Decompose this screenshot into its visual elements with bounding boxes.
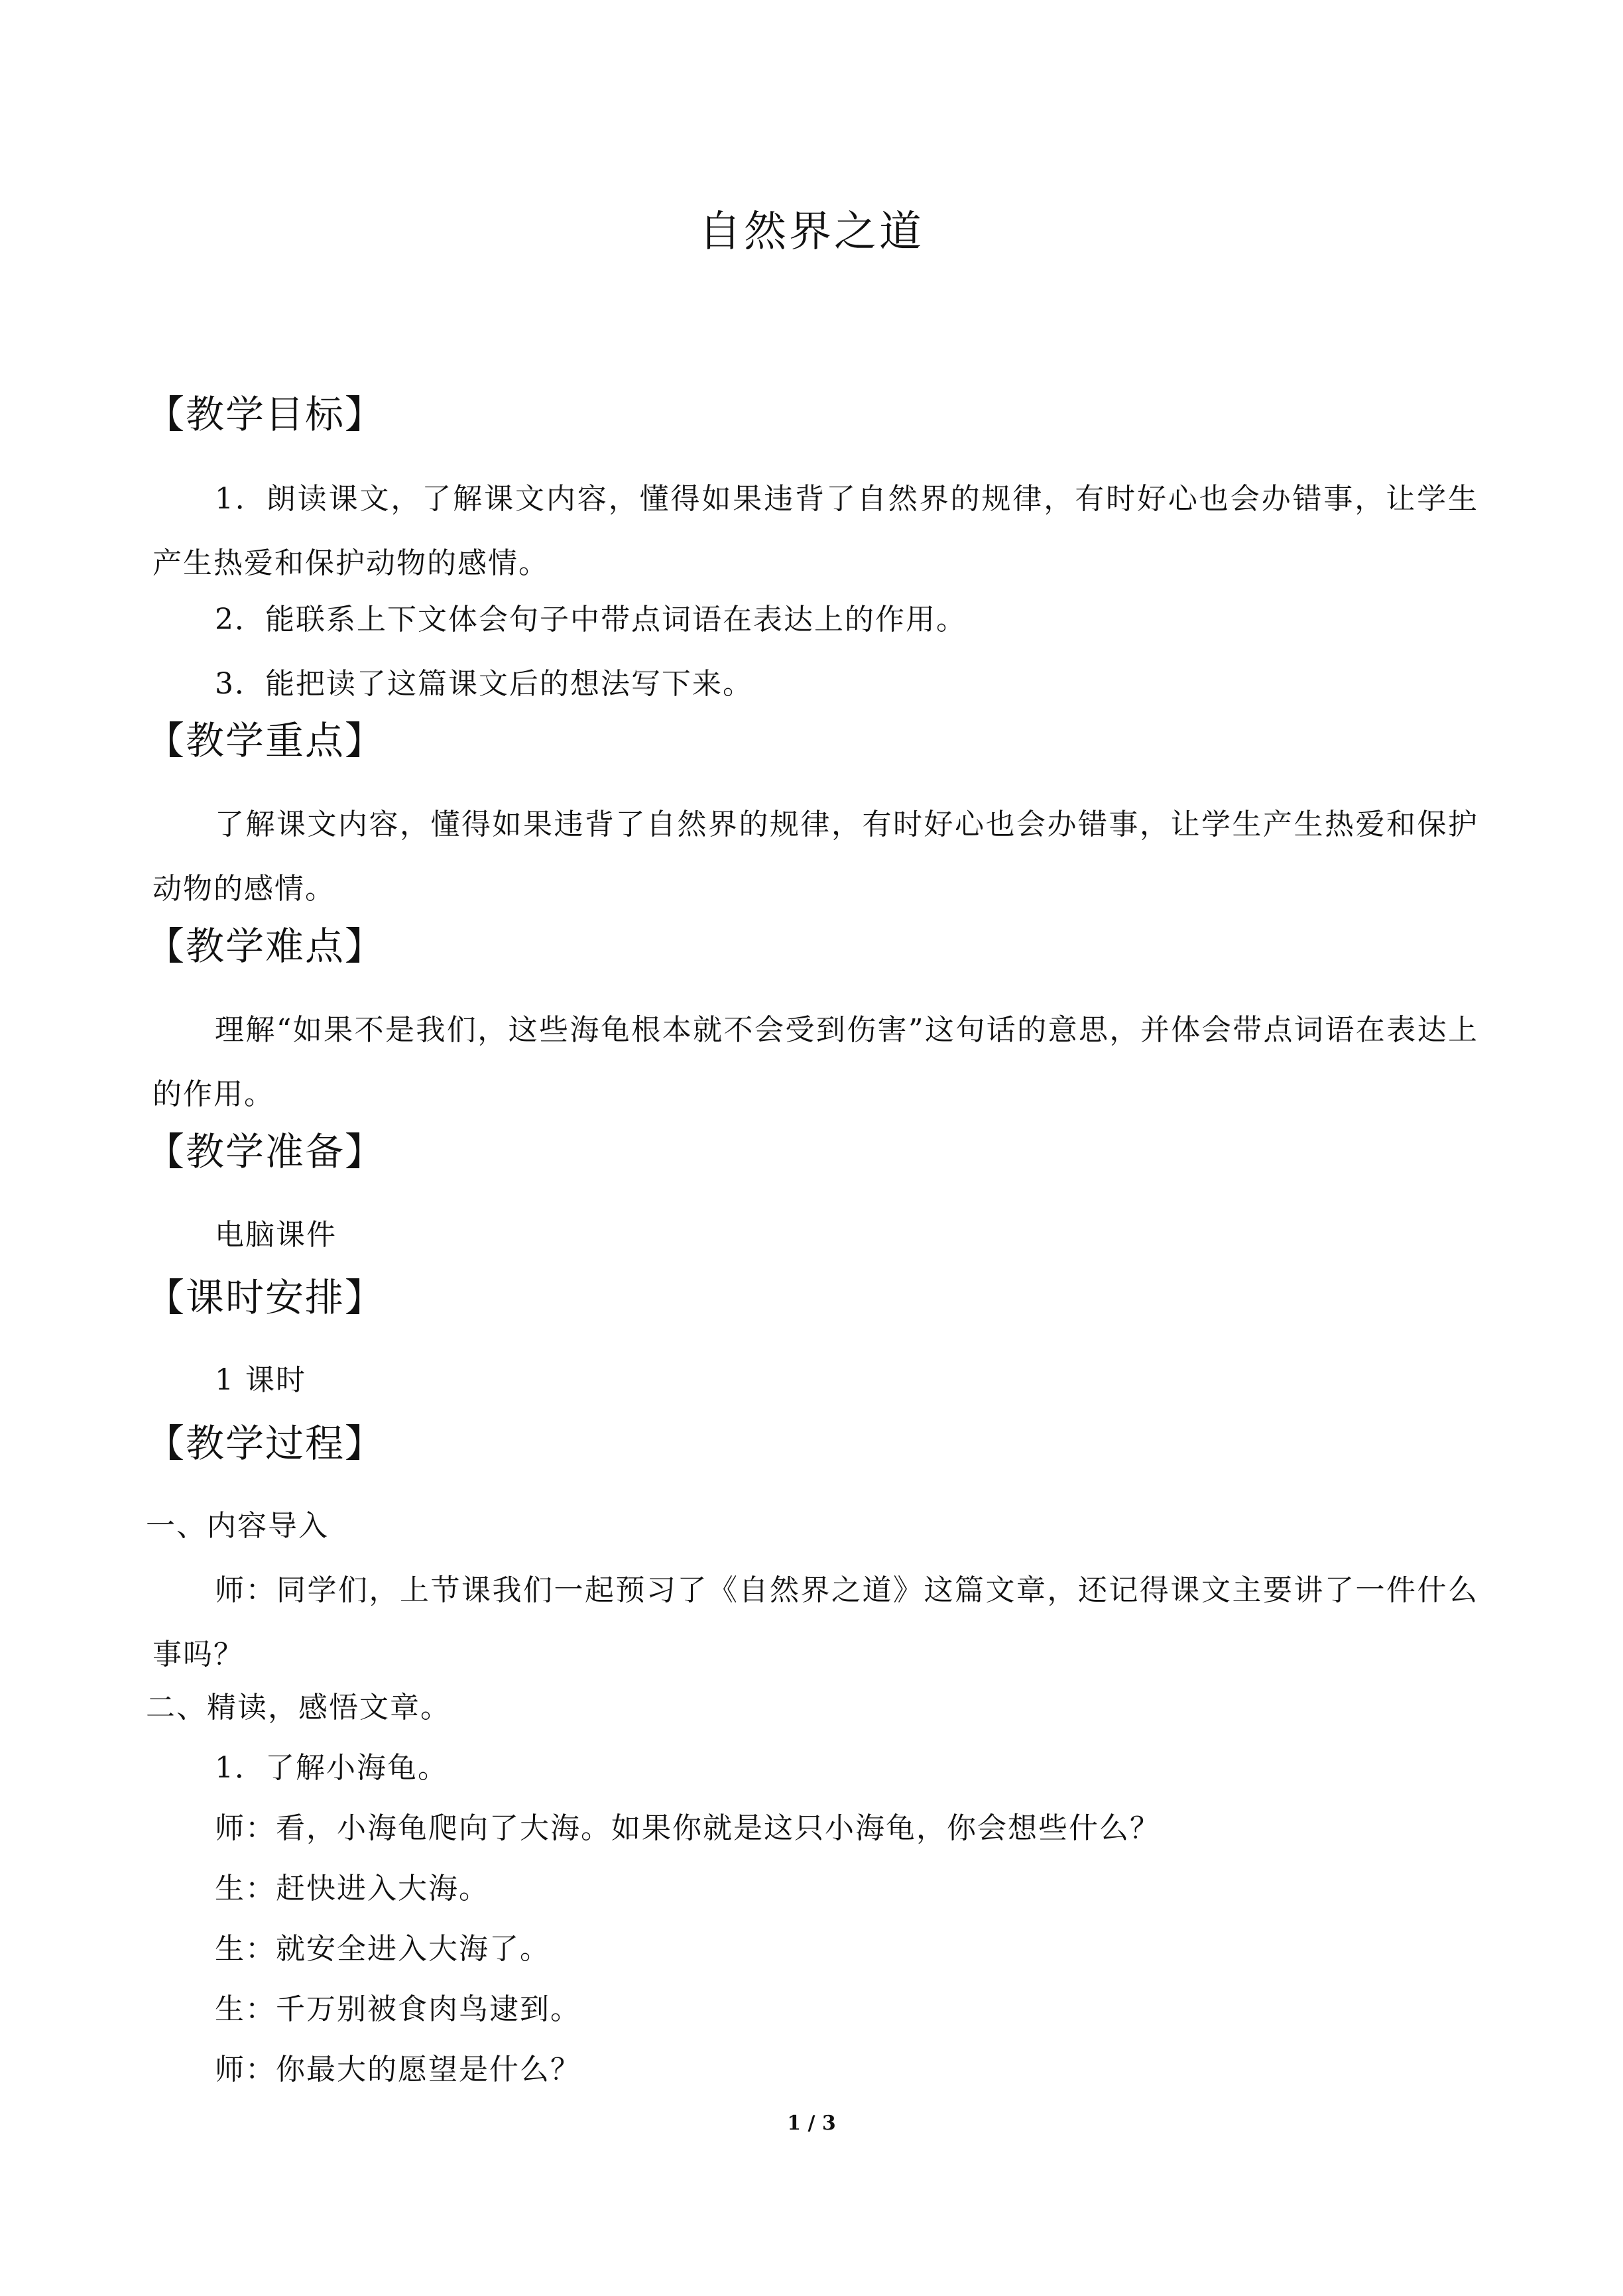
heading-difficulties: 【教学难点】 — [146, 924, 385, 969]
process-part1-text: 师：同学们，上节课我们一起预习了《自然界之道》这篇文章，还记得课文主要讲了一件什么事吗？ — [152, 1573, 1478, 1671]
process-line-6: 师：你最大的愿望是什么？ — [215, 2053, 581, 2086]
schedule-text: 1 课时 — [215, 1363, 306, 1397]
page-title: 自然界之道 — [699, 208, 924, 257]
process-part2-title: 二、精读，感悟文章。 — [146, 1691, 451, 1724]
process-line-5: 生：千万别被食肉鸟逮到。 — [215, 1992, 581, 2026]
page-number: 1 / 3 — [787, 2112, 836, 2135]
objective-item-2: 2．能联系上下文体会句子中带点词语在表达上的作用。 — [215, 603, 967, 636]
difficulties-text: 理解“如果不是我们，这些海龟根本就不会受到伤害”这句话的意思，并体会带点词语在表达上的作用。 — [152, 1013, 1478, 1111]
process-part1-title: 一、内容导入 — [146, 1509, 329, 1543]
preparation-text: 电脑课件 — [215, 1218, 337, 1252]
heading-objectives: 【教学目标】 — [146, 392, 385, 437]
heading-preparation: 【教学准备】 — [146, 1129, 385, 1174]
process-line-3: 生：赶快进入大海。 — [215, 1872, 489, 1905]
process-line-1: 1．了解小海龟。 — [215, 1751, 448, 1785]
heading-key-points: 【教学重点】 — [146, 718, 385, 763]
key-points-text: 了解课文内容，懂得如果违背了自然界的规律，有时好心也会办错事，让学生产生热爱和保护动物的感情。 — [152, 808, 1478, 906]
heading-process: 【教学过程】 — [146, 1421, 385, 1466]
process-line-2: 师：看，小海龟爬向了大海。如果你就是这只小海龟，你会想些什么？ — [215, 1811, 1160, 1845]
objective-item-1: 1．朗读课文，了解课文内容，懂得如果违背了自然界的规律，有时好心也会办错事，让学生产生热爱和保护动物的感情。 — [152, 482, 1478, 580]
objective-item-3: 3．能把读了这篇课文后的想法写下来。 — [215, 667, 753, 701]
heading-schedule: 【课时安排】 — [146, 1275, 385, 1320]
process-line-4: 生：就安全进入大海了。 — [215, 1932, 550, 1966]
